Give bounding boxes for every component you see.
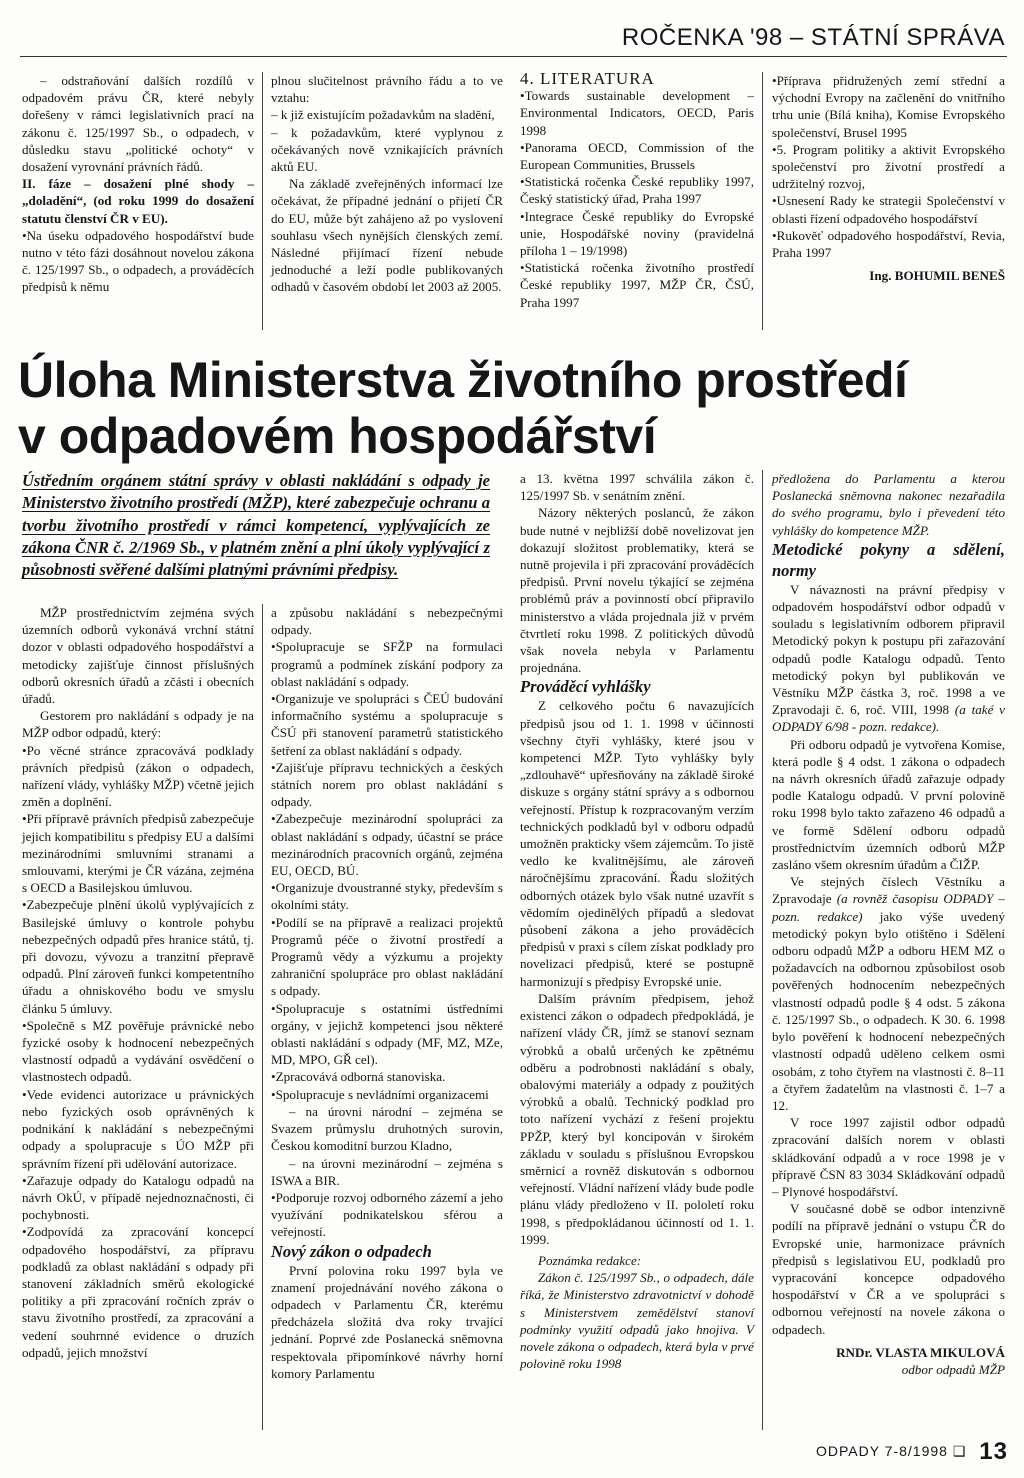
editor-note: Zákon č. 125/1997 Sb., o odpadech, dále říká, že Ministerstvo zdravotnictví v dohodě s Ministerstvem zemědělství stanoví podmínky využití odpadů jako hnojiva. V novele zákona o odpadech, která byla v prvé polovině roku 1998 (520, 1270, 754, 1372)
article-title (18, 352, 1008, 464)
body-para: a 13. května 1997 schválila zákon č. 125/1997 Sb. v senátním znění. (520, 471, 754, 504)
bullet-item: • Zabezpečuje plnění úkolů vyplývajících z Basilejské úmluvy o kontrole pohybu nebezpečných odpadů přes hranice států, tj. při dovozu, vývozu a tranzitní přepravě odpadů. Plní zároveň funkci kompetentního úřadu a ohniskového bodu ve smyslu článku 5 úmluvy. (22, 896, 254, 1016)
body-para (772, 873, 1005, 1114)
page-footer (816, 1438, 1008, 1466)
body-para: MŽP prostřednictvím zejména svých územních odborů vykonává vrchní státní dozor v oblasti odpadového hospodářství a metodicky zajišťuje činnost příslušných odborů okresních úřadů a zčásti i obecních úřadů. (22, 605, 254, 707)
column-divider (262, 604, 263, 1430)
author-role: odbor odpadů MŽP (901, 1361, 1005, 1377)
subheading-guidelines: Metodické pokyny a sdělení, normy (772, 539, 1005, 580)
prev-para: – k již existujícím požadavkům na sladění, (271, 107, 495, 123)
article-col-3 (520, 470, 754, 1372)
bullet-item: • Při přípravě právních předpisů zabezpečuje jejich kompatibilitu s předpisy EU a dalšími mezinárodními smluvními stranami a smlouvami, kterými je ČR vázána, zejména s OECD a Basilejskou úmluvou. (22, 810, 254, 896)
literature-col (520, 70, 754, 311)
bullet-item: • Společně s MZ pověřuje právnické nebo fyzické osoby k hodnocení nebezpečných vlastností odpadů a vydávání osvědčení o vlastnostech odpadů. (22, 1017, 254, 1086)
body-para: Při odboru odpadů je vytvořena Komise, která podle § 4 odst. 1 zákona o odpadech na návrh okresních úřadů zařazuje odpady podle Katalogu odpadů. V první polovině roku 1998 bylo takto zařazeno 46 odpadů a ve formě Sdělení odboru odpadů prostřednictvím územních odborů MŽP zasláno všem okresním úřadům a ČIŽP. (772, 736, 1005, 873)
body-para: – na úrovni mezinárodní – zejména s ISWA a BIR. (271, 1155, 503, 1188)
page-number: 13 (979, 1438, 1008, 1465)
body-para: Z celkového počtu 6 navazujících předpisů jsou od 1. 1. 1998 v účinnosti všechny čtyři vyhlášky, které jsou v kompetenci MŽP. Tyto vyhlášky byly „zdlouhavě“ upřesňovány na základě široké diskuze s orgány státní správy a s odbornou veřejností. Přístup k rozpracovaným verzím technických podkladů byl v odboru odpadů umožněn prakticky všem zájemcům. To jistě vedlo ke kvalitnějšímu, ale zároveň náročnějšímu zpracování. Řadu složitých odborných otázek bylo však nutné uzavřít s vědomím ojedinělých případů a sledovat působení zákona a jeho prováděcích předpisů v praxi s cílem získat podklady pro novelizaci předpisů, které se postupně harmonizují s předpisy Evropské unie. (520, 698, 754, 989)
literature-item: • 5. Program politiky a aktivit Evropského společenství pro životní prostředí a udržitelný rozvoj, (772, 141, 1005, 193)
author-signature: RNDr. VLASTA MIKULOVÁ (836, 1344, 1005, 1360)
editor-note-cont: předložena do Parlamentu a kterou Poslanecká sněmovna nakonec nezařadila do svého programu, bylo i převedení této vyhlášky do kompetence MŽP. (772, 471, 1005, 538)
article-col-2 (271, 604, 503, 1382)
bullet-item: • Zodpovídá za zpracování koncepcí odpadového hospodářství, za přípravu podkladů za oblast nakládání s odpady při stanovení základních směrů ekologické politiky a při zpracování ročních zpráv o stavu životního prostředí, za zpracování a vedení souhrnné evidence o druzích odpadů, jejich množství (22, 1223, 254, 1361)
prev-para: Na základě zveřejněných informací lze očekávat, že případné jednání o přijetí ČR do EU, může být zahájeno až po vyslovení souhlasu všech nynějších členských zemí. Následné přijímací řízení nebude jednoduché a leží podle publikovaných odhadů v časovém období let 2003 až 2005. (271, 176, 503, 295)
bullet-item: • Podporuje rozvoj odborného zázemí a jeho využívání podnikatelskou sférou a veřejností. (271, 1189, 503, 1241)
bullet-item: • Zabezpečuje mezinárodní spolupráci za oblast nakládání s odpady, účastní se práce mezinárodních pracovních orgánů, zejména EU, OECD, BÚ. (271, 810, 503, 879)
body-para: a způsobu nakládání s nebezpečnými odpady. (271, 605, 503, 638)
prev-col-1 (22, 72, 254, 296)
prev-para: – odstraňování dalších rozdílů v odpadovém právu ČR, které nebyly dořešeny v rámci legislativních prací na zákonu č. 125/1997 Sb., o odpadech, v důsledku stavu „politické ochoty“ v dosažení vyrovnání právních řádů. (22, 73, 254, 175)
body-text: Ve stejných číslech Věstníku a Zpravodaje (772, 874, 1005, 907)
body-para: Dalším právním předpisem, jehož existenci zákon o odpadech předpokládá, je nařízení vlády ČR, jímž se stanoví seznam výrobků a obalů určených ke zpětnému odběru a podrobnosti nakládání s obaly, obalovými materiály a odpady z použitých výrobků a obalů. Technický podklad pro toto nařízení vychází z řešení projektu PPŽP, který byl koncipován v širokém základu v souladu s příslušnou Evropskou směrnicí a rovněž diskutován s odbornou veřejností. Vládní nařízení vlády bude podle plánu vlády předloženo v II. pololetí roku 1998, s předpokládanou účinností od 1. 1. 1999. (520, 990, 754, 1247)
column-divider (762, 72, 763, 330)
subheading-decrees: Prováděcí vyhlášky (520, 677, 651, 697)
bullet-item: • Podílí se na přípravě a realizaci projektů Programů péče o životní prostředí a Programů vědy a výzkumu a projekty zahraniční spolupráce pro oblast nakládání s odpady. (271, 914, 503, 1000)
prev-col-2 (271, 72, 503, 296)
body-text: jako výše uvedený metodický pokyn bylo otištěno i Sdělení odboru odpadů MŽP a odboru HEM MZ o požadavcích na odbornou způsobilost osob pověřených hodnocením nebezpečných vlastností odpadů podle § 4 odst. 5 zákona č. 125/1997 Sb., o odpadech. K 30. 6. 1998 bylo pověření k hodnocení nebezpečných vlastností odpadů uděleno celkem osmi osobám, z toho čtyřem na vlastnosti č. 8–11 a čtyřem žadatelům na vlastnosti č. 1–7 a 12. (772, 908, 1006, 1113)
box-glyph: ❑ (952, 1443, 967, 1459)
body-text: V návaznosti na právní předpisy v odpadovém hospodářství odbor odpadů v souladu s legislativním odborem připravil Metodický pokyn k postupu při zařazování odpadů podle Katalogu odpadů. Tento metodický pokyn byl publikován ve Věstníku MŽP částka 3, roč. 1998 a ve Zpravodaji č. 6, roč. VIII, 1998 (772, 581, 1005, 718)
bullet-item: • Vede evidenci autorizace u právnických nebo fyzických osob oprávněných k podnikání k nakládání s nebezpečnými odpady a spolupracuje s ÚO MŽP při správním řízení při udělování autorizace. (22, 1086, 254, 1172)
body-para: První polovina roku 1997 byla ve znamení projednávání nového zákona o odpadech v Parlamentu ČR, kterému předcházela složitá dva roky trvající jednání. Poprvé zde Poslanecká sněmovna respektovala připomínkové návrhy horní komory Parlamentu (271, 1262, 503, 1381)
prev-para: plnou slučitelnost právního řádu a to ve vztahu: (271, 73, 503, 106)
literature-item: • Statistická ročenka České republiky 1997, Český statistický úřad, Praha 1997 (520, 173, 754, 207)
literature-item: • Integrace České republiky do Evropské unie, Hospodářské noviny (pravidelná příloha 1 – 19/1998) (520, 208, 754, 260)
column-divider (262, 72, 263, 330)
title-line: Úloha Ministerstva životního prostředí (18, 352, 908, 408)
bullet-item: • Organizuje dvoustranné styky, především s okolními státy. (271, 879, 503, 913)
body-para: V současné době se odbor intenzivně podílí na přípravě jednání o vstupu ČR do Evropské unie, harmonizace právních předpisů s legislativou EU, podkladů pro vypracování koncepce odpadového hospodářství v ČR a ve spolupráci s odbornou veřejností na novele zákona o odpadech. (772, 1201, 1005, 1337)
body-para: Názory některých poslanců, že zákon bude nutné v nejbližší době novelizovat jen dokazují složitost problematiky, která se nutně projevila i při zpracování prováděcích předpisů. První novelu týkající se zejména problémů práv a povinností obcí připravilo ministerstvo a vláda projednala již v prvém čtvrtletí roku 1998. Z politických důvodů však novela nebyla v Parlamentu projednána. (520, 505, 754, 676)
bullet-item: • Spolupracuje se SFŽP na formulaci programů a podmínek získání podpory za oblast nakládání s odpady. (271, 638, 503, 690)
body-para (772, 581, 1005, 736)
article-lead: Ústředním orgánem státní správy v oblasti nakládání s odpady je Ministerstvo životního prostředí (MŽP), které zabezpečuje ochranu a tvorbu životního prostředí v rámci kompetencí, vyplývajících ze zákona ČNR č. 2/1969 Sb., v platném znění a plní úkoly vyplývající z působnosti svěřené dalšími platnými právními předpisy. (22, 471, 490, 580)
bullet-item: • Zpracovává odborná stanoviska. (271, 1068, 503, 1085)
body-para: V roce 1997 zajistil odbor odpadů zpracování dalších norem v oblasti skládkování odpadů a v roce 1998 je v přípravě ČSN 83 3034 Skládkování odpadů – Plynové hospodářství. (772, 1115, 1005, 1199)
article-col-1 (22, 604, 254, 1361)
prev-phase-heading: II. fáze – dosažení plné shody – „doladění“, (od roku 1999 do dosažení statutu členství ČR v EU). (22, 176, 254, 226)
literature-col-2 (772, 72, 1005, 284)
literature-item: • Panorama OECD, Commission of the European Communities, Brussels (520, 139, 754, 173)
column-divider (762, 470, 763, 1430)
body-para: Gestorem pro nakládání s odpady je na MŽP odbor odpadů, který: (22, 708, 254, 741)
subheading-new-law: Nový zákon o odpadech (271, 1241, 432, 1261)
editor-note-label: Poznámka redakce: (538, 1252, 642, 1268)
literature-heading: 4. LITERATURA (520, 69, 655, 88)
prev-para: • Na úseku odpadového hospodářství bude nutno v této fázi dosáhnout novelou zákona č. 125/1997 Sb., o odpadech, a prováděcích předpisů k němu (22, 227, 254, 296)
author-signature: Ing. BOHUMIL BENEŠ (869, 268, 1005, 284)
literature-item: • Towards sustainable development – Environmental Indicators, OECD, Paris 1998 (520, 87, 754, 139)
bullet-item: • Zajišťuje přípravu technických a českých státních norem pro oblast nakládání s odpady. (271, 759, 503, 811)
body-para: – na úrovni národní – zejména se Svazem průmyslu druhotných surovin, Českou komoditní burzou Kladno, (271, 1103, 503, 1154)
literature-item: • Rukověť odpadového hospodářství, Revia, Praha 1997 (772, 227, 1005, 261)
header-rule (20, 56, 1007, 57)
editor-aside: (a také v ODPADY 6/98 - pozn. redakce). (772, 702, 1005, 735)
running-header: ROČENKA '98 – STÁTNÍ SPRÁVA (621, 24, 1005, 51)
title-line: v odpadovém hospodářství (18, 408, 657, 464)
bullet-item: • Zařazuje odpady do Katalogu odpadů na návrh OkÚ, v případě nejednoznačnosti, či pochybnosti. (22, 1172, 254, 1224)
literature-item: • Statistická ročenka životního prostředí České republiky 1997, MŽP ČR, ČSÚ, Praha 1997 (520, 259, 754, 311)
magazine-issue: ODPADY 7-8/1998 (815, 1443, 948, 1459)
prev-para: – k požadavkům, které vyplynou z očekávaných nově vznikajících právních aktů EU. (271, 124, 503, 175)
literature-item: • Usnesení Rady ke strategii Společenství v oblasti řízení odpadového hospodářství (772, 192, 1005, 226)
bullet-item: • Spolupracuje s ostatními ústředními orgány, v jejichž kompetenci jsou některé oblasti nakládání s odpady (MF, MZ, MZe, MD, MPO, GŘ cel). (271, 1000, 503, 1069)
bullet-item: • Spolupracuje s nevládními organizacemi (271, 1086, 503, 1103)
article-col-4 (772, 470, 1005, 1378)
literature-item: • Příprava přidružených zemí střední a východní Evropy na začlenění do vnitřního trhu unie (Bílá kniha), Komise Evropského společenství, Brusel 1995 (772, 72, 1005, 141)
bullet-item: • Po věcné stránce zpracovává podklady právních předpisů (zákon o odpadech, nařízení vlády, vyhlášky MŽP) včetně jejich změn a doplnění. (22, 742, 254, 811)
editor-aside: (a rovněž časopisu ODPADY – pozn. redakce) (772, 891, 1005, 924)
bullet-item: • Organizuje ve spolupráci s ČEÚ budování informačního systému a spolupracuje s ČSÚ při stanovení parametrů statistického šetření za oblast nakládání s odpady. (271, 690, 503, 759)
